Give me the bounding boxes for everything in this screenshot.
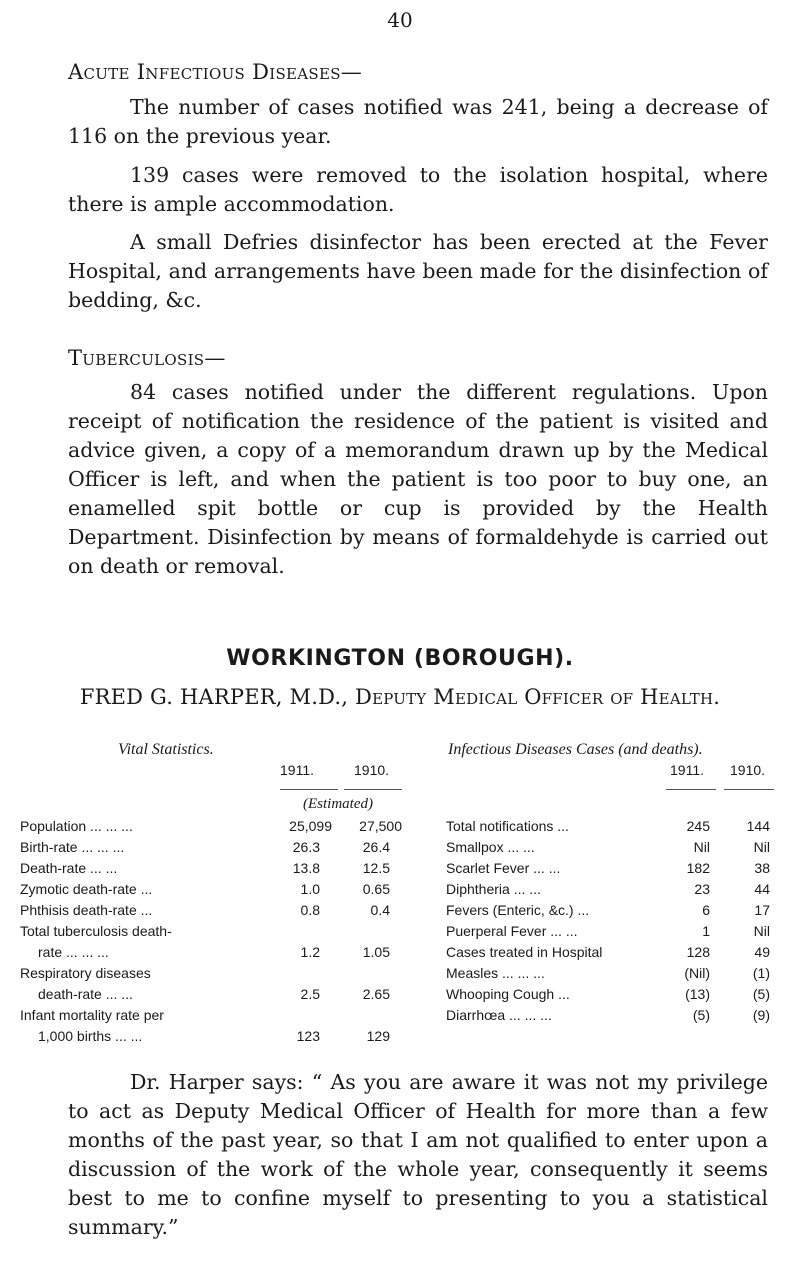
vital-row-1910: 2.65: [362, 986, 390, 1002]
vital-row-label: Death-rate ... ...: [20, 860, 118, 876]
vital-row-1910: 1.05: [362, 944, 390, 960]
infectious-col-1911: 1911.: [670, 762, 704, 778]
infectious-row-1911: (Nil): [684, 965, 710, 981]
infectious-row-label: Scarlet Fever ... ...: [446, 860, 561, 876]
vital-row-label: Zymotic death-rate ...: [20, 881, 153, 897]
vital-row-1911: 13.8: [292, 860, 320, 876]
vital-row-1911: 25,099: [289, 818, 332, 834]
vital-row-1911: 26.3: [292, 839, 320, 855]
infectious-title: Infectious Diseases Cases (and deaths).: [448, 741, 703, 758]
infectious-row-label: Diphtheria ... ...: [446, 881, 541, 897]
vital-row-1910: 129: [366, 1028, 390, 1044]
vital-estimated-note: (Estimated): [303, 796, 373, 812]
infectious-row-label: Fevers (Enteric, &c.) ...: [446, 902, 590, 918]
paragraph-tuberculosis: 84 cases notified under the different regulations. Upon receipt of notification the residence of the patient is visited and advice given, a copy of a memorandum drawn up by the Medical Officer is left, and when the patient is too poor to buy one, an enamelled spit bottle or cup is provided by the Health Department. Disinfection by means of formaldehyde is carried out on death or removal.: [68, 380, 768, 578]
borough-title: WORKINGTON (BOROUGH).: [226, 646, 574, 671]
vital-rule-1911: [280, 789, 338, 790]
infectious-row-1911: 1: [702, 923, 710, 939]
vital-row-label-cont: rate ... ... ...: [38, 944, 109, 960]
vital-stats-title: Vital Statistics.: [118, 741, 214, 758]
vital-rule-1910: [344, 789, 402, 790]
vital-row-1911: 0.8: [300, 902, 320, 918]
infectious-row-1911: Nil: [693, 839, 710, 855]
vital-row-1911: 1.2: [300, 944, 320, 960]
infectious-row-label: Measles ... ... ...: [446, 965, 545, 981]
vital-col-1911: 1911.: [280, 762, 314, 778]
vital-row-1910: 27,500: [359, 818, 402, 834]
infectious-row-1910: 44: [754, 881, 770, 897]
infectious-row-1910: 17: [754, 902, 770, 918]
infectious-row-1911: 23: [694, 881, 710, 897]
infectious-row-1911: 182: [686, 860, 710, 876]
vital-row-1911: 123: [296, 1028, 320, 1044]
paragraph-cases-notified: The number of cases notified was 241, being a decrease of 116 on the previous year.: [68, 95, 768, 148]
paragraph-isolation-hospital: 139 cases were removed to the isolation hospital, where there is ample accommodation.: [68, 163, 768, 216]
vital-row-label: Population ... ... ...: [20, 818, 133, 834]
vital-row-1910: 0.4: [370, 902, 390, 918]
vital-row-1911: 1.0: [300, 881, 320, 897]
author-name: FRED G. HARPER, M.D.,: [79, 685, 349, 709]
infectious-row-1910: 38: [754, 860, 770, 876]
infectious-rule-1911: [666, 789, 716, 790]
infectious-row-label: Puerperal Fever ... ...: [446, 923, 578, 939]
vital-row-1911: 2.5: [300, 986, 320, 1002]
infectious-row-label: Diarrhœa ... ... ...: [446, 1007, 552, 1023]
infectious-row-1910: Nil: [753, 839, 770, 855]
vital-row-1910: 0.65: [362, 881, 390, 897]
vital-row-label-cont: death-rate ... ...: [38, 986, 133, 1002]
infectious-row-1910: (9): [752, 1007, 770, 1023]
infectious-col-1910: 1910.: [730, 762, 766, 778]
heading-tuberculosis: Tuberculosis—: [68, 346, 226, 370]
heading-acute-infectious-diseases: Acute Infectious Diseases—: [68, 60, 363, 84]
vital-row-label: Infant mortality rate per: [20, 1007, 164, 1023]
vital-row-1910: 26.4: [362, 839, 390, 855]
vital-row-label: Birth-rate ... ... ...: [20, 839, 125, 855]
vital-row-label: Phthisis death-rate ...: [20, 902, 153, 918]
infectious-row-label: Whooping Cough ...: [446, 986, 570, 1002]
vital-row-label-cont: 1,000 births ... ...: [38, 1028, 143, 1044]
infectious-row-label: Smallpox ... ...: [446, 839, 535, 855]
infectious-row-1911: 6: [702, 902, 710, 918]
infectious-row-label: Total notifications ...: [446, 818, 569, 834]
infectious-rule-1910: [724, 789, 774, 790]
closing-paragraph: Dr. Harper says: “ As you are aware it was not my privilege to act as Deputy Medical Officer of Health for more than a few months of the past year, so that I am not qualified to enter upon a discussion of the work of the whole year, consequently it seems best to me to confine myself to presenting to you a statistical summary.”: [68, 1070, 768, 1239]
infectious-row-1910: 144: [746, 818, 770, 834]
infectious-row-1910: 49: [754, 944, 770, 960]
vital-row-label: Respiratory diseases: [20, 965, 151, 981]
infectious-row-1911: 245: [686, 818, 710, 834]
infectious-row-1911: (13): [685, 986, 710, 1002]
vital-col-1910: 1910.: [354, 762, 390, 778]
paragraph-disinfector: A small Defries disinfector has been erected at the Fever Hospital, and arrangements have been made for the disinfection of bedding, &c.: [68, 230, 768, 312]
page-number: 40: [387, 8, 413, 32]
vital-row-1910: 12.5: [362, 860, 390, 876]
infectious-row-label: Cases treated in Hospital: [446, 944, 603, 960]
infectious-row-1910: (5): [752, 986, 770, 1002]
author-role: Deputy Medical Officer of Health.: [355, 685, 721, 709]
infectious-row-1910: (1): [752, 965, 770, 981]
vital-row-label: Total tuberculosis death-: [20, 923, 172, 939]
infectious-row-1911: (5): [692, 1007, 710, 1023]
infectious-row-1911: 128: [686, 944, 710, 960]
infectious-row-1910: Nil: [753, 923, 770, 939]
